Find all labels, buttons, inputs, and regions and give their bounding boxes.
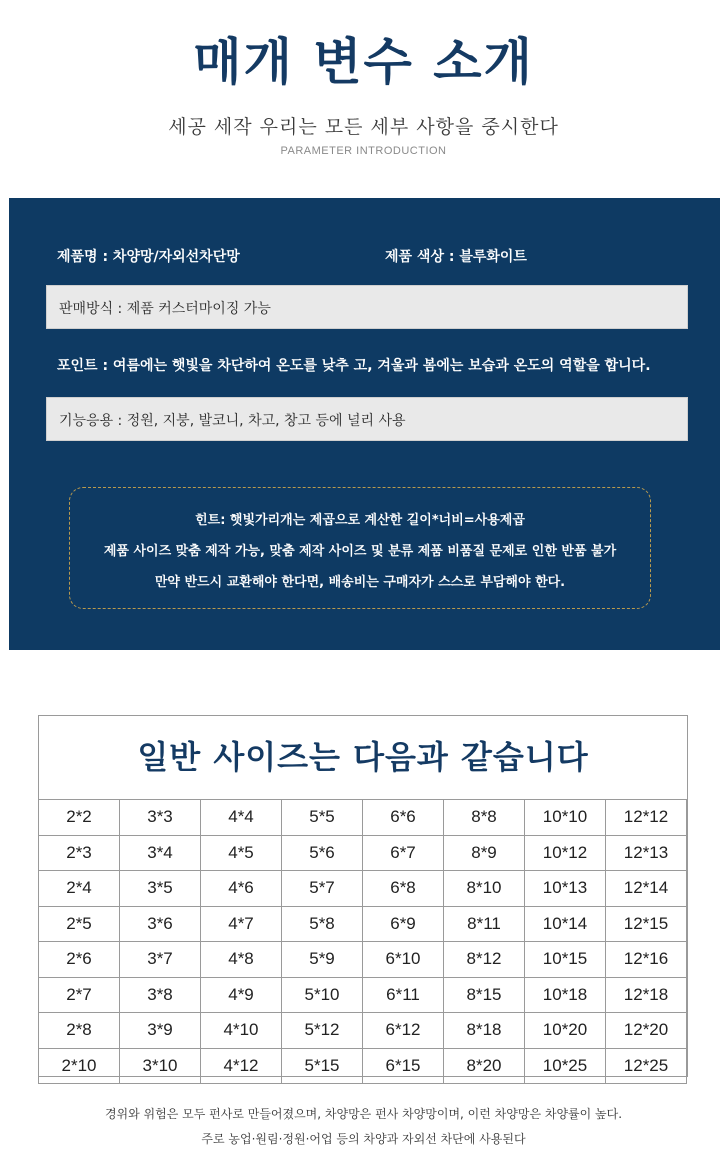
size-cell: 6*11 [363,977,444,1013]
size-cell: 4*10 [201,1013,282,1049]
product-point: 포인트 : 여름에는 햇빛을 차단하여 온도를 낮추 고, 겨울과 봄에는 보습과 온도의 역할을 합니다. [57,358,651,374]
size-cell: 2*5 [39,906,120,942]
table-row [39,1048,687,1084]
size-cell: 3*3 [120,800,201,836]
size-cell: 5*9 [282,942,363,978]
size-table-title: 일반 사이즈는 다음과 같습니다 [137,738,589,776]
table-row [39,800,687,836]
application-bar [46,397,688,441]
size-cell: 10*10 [525,800,606,836]
size-table [38,799,687,1084]
size-cell: 2*8 [39,1013,120,1049]
size-cell: 6*12 [363,1013,444,1049]
size-cell: 4*4 [201,800,282,836]
size-cell: 3*8 [120,977,201,1013]
size-cell: 3*6 [120,906,201,942]
size-cell: 5*15 [282,1048,363,1084]
size-cell: 2*10 [39,1048,120,1084]
size-cell: 4*6 [201,871,282,907]
size-cell: 12*18 [606,977,687,1013]
size-cell: 4*9 [201,977,282,1013]
size-cell: 3*9 [120,1013,201,1049]
size-cell: 4*12 [201,1048,282,1084]
product-color: 제품 색상 : 블루화이트 [385,249,527,265]
size-cell: 10*20 [525,1013,606,1049]
size-cell: 10*18 [525,977,606,1013]
size-cell: 2*4 [39,871,120,907]
size-cell: 3*7 [120,942,201,978]
size-cell: 10*25 [525,1048,606,1084]
footer-note-2: 주로 농업·원림·정원·어업 등의 차양과 자외선 차단에 사용된다 [201,1132,526,1146]
size-cell: 6*10 [363,942,444,978]
page-title: 매개 변수 소개 [193,32,534,91]
parameter-panel [9,198,720,650]
size-table-box [38,715,688,1077]
size-cell: 2*2 [39,800,120,836]
table-row [39,977,687,1013]
size-cell: 8*11 [444,906,525,942]
size-cell: 6*9 [363,906,444,942]
size-cell: 12*12 [606,800,687,836]
table-row [39,906,687,942]
table-row [39,871,687,907]
size-cell: 12*16 [606,942,687,978]
size-cell: 8*9 [444,835,525,871]
application: 기능응용 : 정원, 지붕, 발코니, 차고, 창고 등에 널리 사용 [59,413,406,429]
page-subtitle-english: PARAMETER INTRODUCTION [280,145,447,157]
size-cell: 3*4 [120,835,201,871]
size-cell: 12*13 [606,835,687,871]
size-cell: 5*6 [282,835,363,871]
size-cell: 12*14 [606,871,687,907]
hint-line: 만약 반드시 교환해야 한다면, 배송비는 구매자가 스스로 부담해야 한다. [154,575,566,590]
size-cell: 2*3 [39,835,120,871]
size-cell: 10*12 [525,835,606,871]
table-row [39,835,687,871]
size-cell: 6*15 [363,1048,444,1084]
size-cell: 12*15 [606,906,687,942]
size-cell: 6*7 [363,835,444,871]
size-cell: 8*8 [444,800,525,836]
sales-method: 판매방식 : 제품 커스터마이징 가능 [59,301,271,317]
footer-note-1: 경위와 위험은 모두 펀사로 만들어졌으며, 차양망은 펀사 차양망이며, 이런 차양망은 차양률이 높다. [104,1107,623,1121]
size-cell: 6*8 [363,871,444,907]
page-subtitle: 세공 세작 우리는 모든 세부 사항을 중시한다 [168,116,559,138]
size-cell: 10*15 [525,942,606,978]
size-cell: 3*10 [120,1048,201,1084]
size-cell: 4*5 [201,835,282,871]
hint-line: 힌트: 햇빛가리개는 제곱으로 계산한 길이*너비=사용제곱 [195,513,525,528]
size-cell: 5*8 [282,906,363,942]
size-cell: 2*7 [39,977,120,1013]
hint-line: 제품 사이즈 맞춤 제작 가능, 맞춤 제작 사이즈 및 분류 제품 비품질 문제로 인한 반품 불가 [103,544,617,559]
size-cell: 5*12 [282,1013,363,1049]
size-cell: 4*8 [201,942,282,978]
size-cell: 5*5 [282,800,363,836]
size-cell: 5*10 [282,977,363,1013]
size-cell: 3*5 [120,871,201,907]
size-cell: 8*10 [444,871,525,907]
size-cell: 8*12 [444,942,525,978]
size-cell: 5*7 [282,871,363,907]
size-cell: 8*18 [444,1013,525,1049]
size-cell: 10*13 [525,871,606,907]
table-row [39,942,687,978]
size-cell: 10*14 [525,906,606,942]
size-cell: 12*25 [606,1048,687,1084]
sales-method-bar [46,285,688,329]
size-cell: 12*20 [606,1013,687,1049]
hint-box [69,487,651,609]
size-cell: 8*15 [444,977,525,1013]
header [0,0,727,198]
size-cell: 6*6 [363,800,444,836]
size-cell: 2*6 [39,942,120,978]
product-name: 제품명 : 차양망/자외선차단망 [57,249,240,265]
size-cell: 8*20 [444,1048,525,1084]
table-row [39,1013,687,1049]
size-cell: 4*7 [201,906,282,942]
